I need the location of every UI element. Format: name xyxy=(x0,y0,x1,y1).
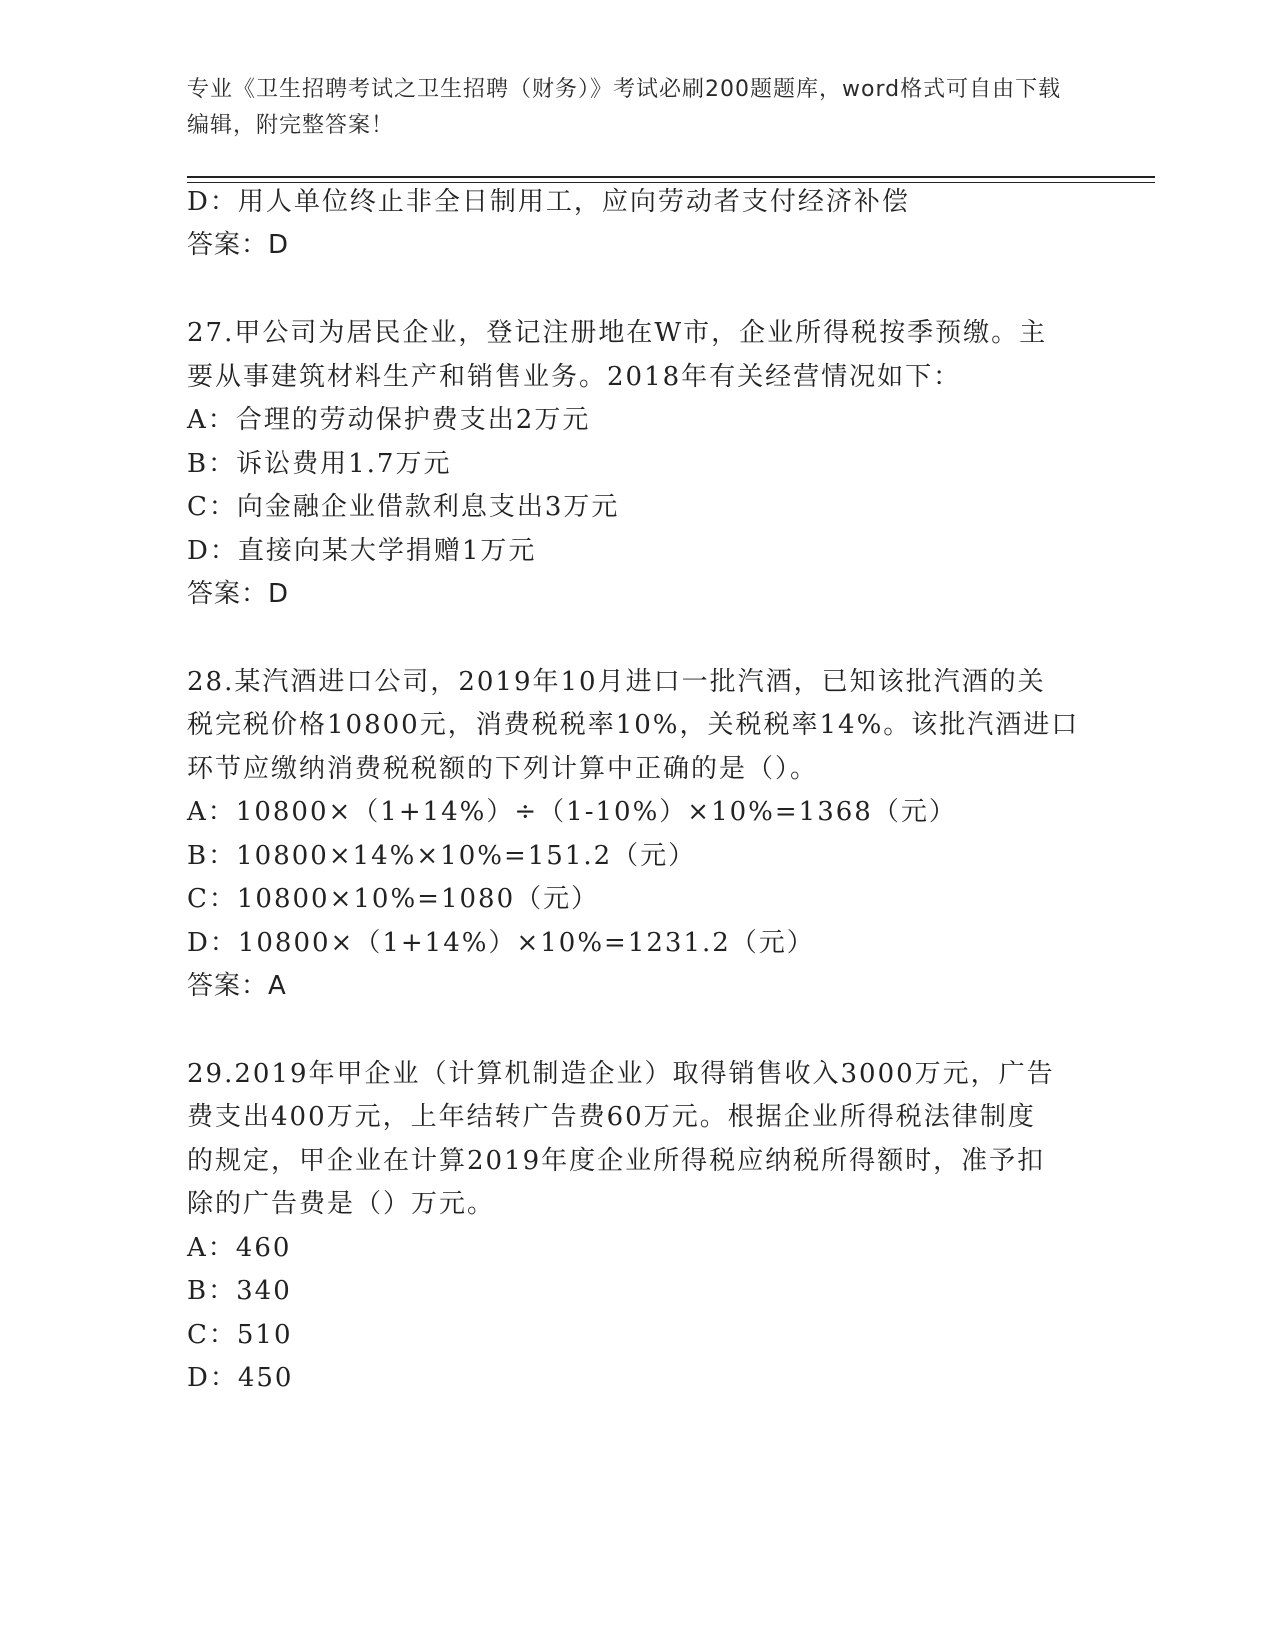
q29-option-d: D：450 xyxy=(187,1363,294,1393)
q29-option-b: B：340 xyxy=(187,1276,292,1306)
q29-stem-line-1: 29.2019年甲企业（计算机制造企业）取得销售收入3000万元，广告 xyxy=(187,1059,1055,1089)
q28-stem-line-3: 环节应缴纳消费税税额的下列计算中正确的是（）。 xyxy=(187,754,819,784)
q27-option-b: B：诉讼费用1.7万元 xyxy=(187,449,452,479)
q28-option-b: B：10800×14%×10%=151.2（元） xyxy=(187,841,697,871)
document-header: 专业《卫生招聘考试之卫生招聘（财务）》考试必刷200题题库，word格式可自由下载编辑，附完整答案！ xyxy=(187,77,1062,138)
q28-answer: 答案：A xyxy=(187,971,287,1001)
q28-option-c: C：10800×10%=1080（元） xyxy=(187,884,600,914)
q27-option-a: A：合理的劳动保护费支出2万元 xyxy=(187,405,591,435)
q27-option-d: D：直接向某大学捐赠1万元 xyxy=(187,536,537,566)
header-divider-thick xyxy=(187,176,1155,178)
q28-option-d: D：10800×（1+14%）×10%=1231.2（元） xyxy=(187,928,815,958)
header-divider-thin xyxy=(187,182,1155,183)
q27-stem-line-1: 27.甲公司为居民企业，登记注册地在W市，企业所得税按季预缴。主 xyxy=(187,318,1048,348)
q29-option-c: C：510 xyxy=(187,1320,293,1350)
prev-question-option-d: D：用人单位终止非全日制用工，应向劳动者支付经济补偿 xyxy=(187,187,910,217)
q29-stem-line-4: 除的广告费是（）万元。 xyxy=(187,1189,496,1219)
q28-stem-line-1: 28.某汽酒进口公司，2019年10月进口一批汽酒，已知该批汽酒的关 xyxy=(187,667,1046,697)
q29-option-a: A：460 xyxy=(187,1233,292,1263)
q27-option-c: C：向金融企业借款利息支出3万元 xyxy=(187,492,620,522)
q27-stem-line-2: 要从事建筑材料生产和销售业务。2018年有关经营情况如下： xyxy=(187,362,962,392)
q28-option-a: A：10800×（1+14%）÷（1-10%）×10%=1368（元） xyxy=(187,797,957,827)
q29-stem-line-2: 费支出400万元，上年结转广告费60万元。根据企业所得税法律制度 xyxy=(187,1102,1036,1132)
prev-question-answer: 答案：D xyxy=(187,230,290,260)
q29-stem-line-3: 的规定，甲企业在计算2019年度企业所得税应纳税所得额时，准予扣 xyxy=(187,1146,1046,1176)
q27-answer: 答案：D xyxy=(187,579,290,609)
q28-stem-line-2: 税完税价格10800元，消费税税率10%，关税税率14%。该批汽酒进口 xyxy=(187,710,1080,740)
